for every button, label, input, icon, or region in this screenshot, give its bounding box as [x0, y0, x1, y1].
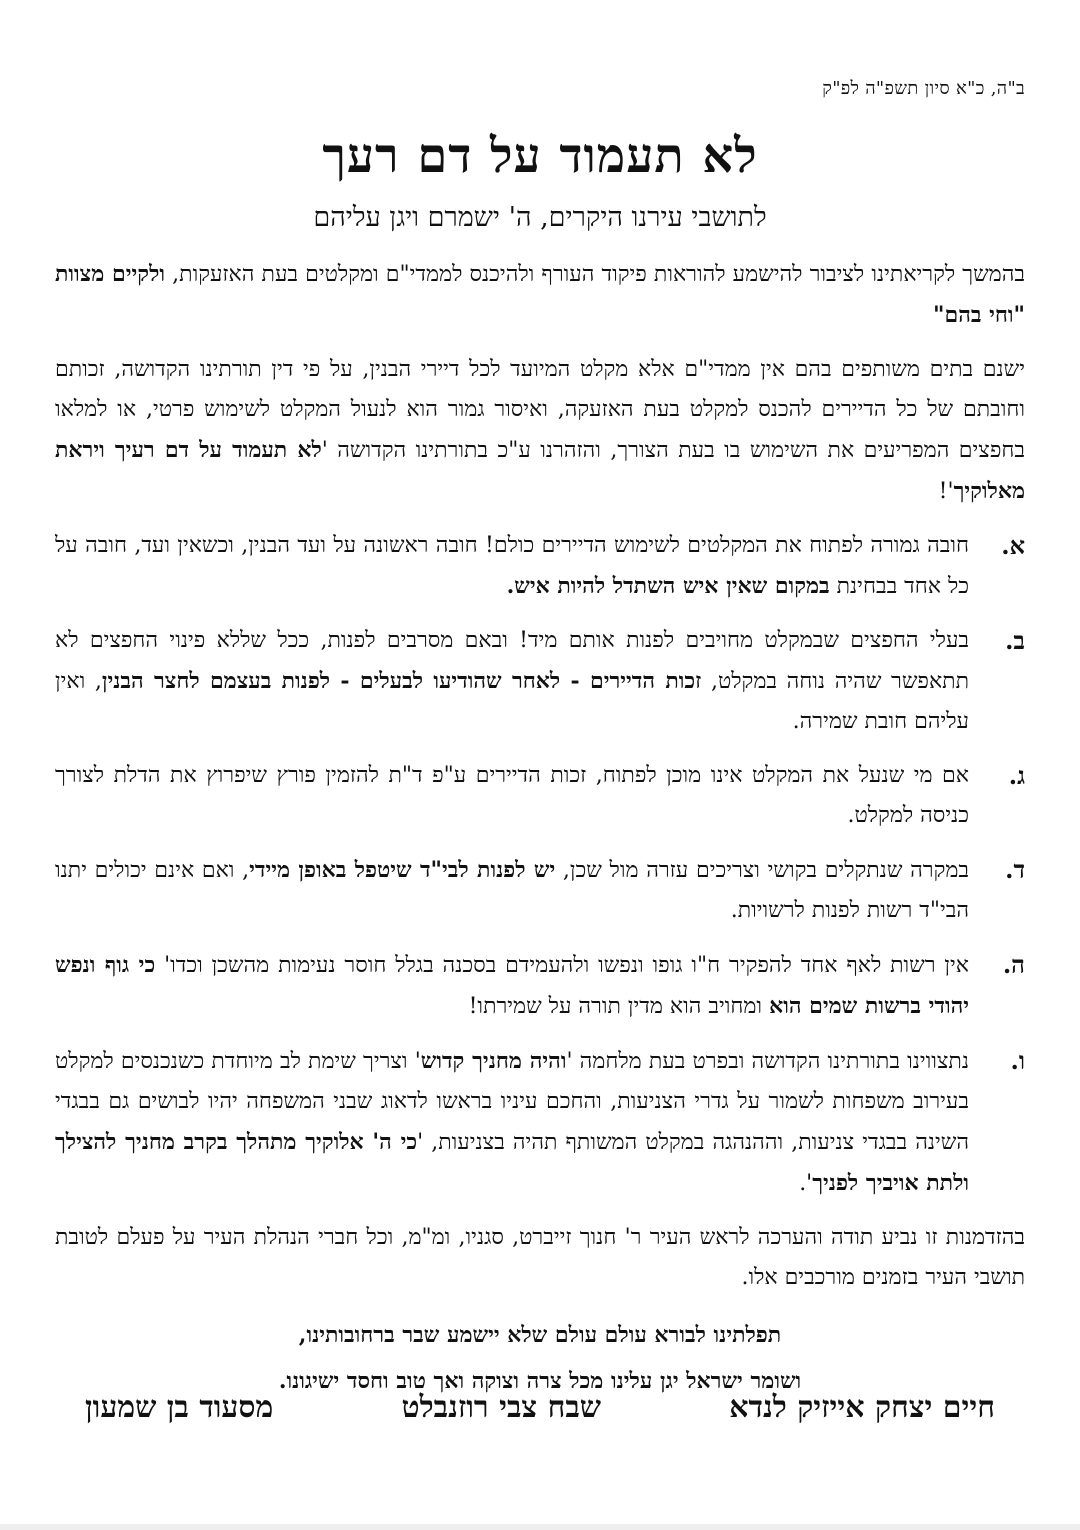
- item-text: אין רשות לאף אחד להפקיר ח"ו גופו ונפשו ולהעמידם בסכנה בגלל חוסר נעימות מהשכן וכדו': [155, 953, 969, 978]
- list-text: [55, 1041, 969, 1204]
- list-text: [55, 621, 969, 742]
- list-item: [55, 945, 1025, 1027]
- signature-name: חיים יצחק אייזיק לנדא: [729, 1390, 995, 1425]
- item-text: במקרה שנתקלים בקושי וצריכים עזרה מול שכן,: [555, 858, 969, 883]
- item-bold: כי גוף ונפש יהודי ברשות שמים הוא: [55, 952, 969, 1019]
- list-item: [55, 850, 1025, 931]
- date-line: ב"ה, כ"א סיון תשפ"ה לפ"ק: [822, 78, 1025, 99]
- list-item: [55, 1041, 1025, 1204]
- item-end: ומחויב הוא מדין תורה על שמירתו!: [468, 994, 770, 1019]
- thanks-paragraph: בהזדמנות זו נביע תודה והערכה לראש העיר ר' חנוך זייברט, סגניו, ומ"מ, וכל חברי הנהלת העיר על פעלם לטובת תושבי העיר בזמנים מורכבים אלו.: [55, 1225, 1025, 1290]
- item-bold: והיה מחניך קדוש: [420, 1048, 567, 1074]
- body-text: [55, 254, 1025, 1404]
- item-end-2: '.: [799, 1171, 813, 1196]
- signature-name: שבח צבי רוזנבלט: [401, 1390, 602, 1425]
- list-text: [55, 945, 969, 1027]
- item-bold: במקום שאין איש השתדל להיות איש.: [506, 573, 830, 599]
- list-marker: ב.: [1005, 626, 1025, 655]
- closing-line: תפלתינו לבורא עולם עולם שלא יישמע שבר ברחובותינו,: [298, 1322, 782, 1348]
- item-text: נתצווינו בתורתינו הקדושה ובפרט בעת מלחמה ': [566, 1049, 969, 1074]
- list-item: [55, 526, 1025, 607]
- item-text: חובה גמורה לפתוח את המקלטים לשימוש הדיירים כולם! חובה ראשונה על ועד הבנין, וכשאין ועד, חובה על כל אחד בבחינת: [55, 533, 969, 599]
- footer-strip: [0, 1524, 1080, 1530]
- list-marker: ג.: [1008, 761, 1025, 790]
- list-marker: ה.: [1002, 950, 1025, 979]
- item-bold: יש לפנות לבי"ד שיטפל באופן מיידי: [249, 857, 556, 883]
- signatures: [85, 1390, 995, 1425]
- item-end: , ואין עליהם חובת שמירה.: [55, 669, 969, 734]
- list-marker: א.: [1001, 531, 1025, 560]
- item-end: ' וצריך שימת לב מיוחדת כשנכנסים למקלט בעירוב משפחות לשמור על גדרי הצניעות, והחכם עיניו בראשו לדאוג שבני המשפחה יהיו לבושים גם בבגדי השינה בבגדי צניעות, וההנהגה במקלט המשותף תהיה בצניעות, ': [55, 1049, 969, 1155]
- intro-text: בהמשך לקריאתינו לציבור להישמע להוראות פיקוד העורף ולהיכנס לממדי"ם ומקלטים בעת האזעקות,: [165, 262, 1025, 287]
- item-bold: זכות הדיירים - לאחר שהודיעו לבעלים - לפנות בעצמם לחצר הבנין: [101, 668, 702, 694]
- list-item: [55, 756, 1025, 836]
- list-item: [55, 621, 1025, 742]
- item-text: בעלי החפצים שבמקלט מחויבים לפנות אותם מיד! ובאם מסרבים לפנות, ככל שללא פינוי החפצים לא תתאפשר שהיה נוחה במקלט,: [55, 628, 969, 694]
- page-title: לא תעמוד על דם רעך: [322, 128, 758, 184]
- item-end: , ואם אינם יכולים יתנו הבי"ד רשות לפנות לרשויות.: [55, 858, 969, 923]
- intro-paragraph: [55, 254, 1025, 336]
- list-marker: ו.: [1010, 1046, 1025, 1075]
- item-text: אם מי שנעל את המקלט אינו מוכן לפתוח, זכות הדיירים ע"פ ד"ת להזמין פורץ שיפרוץ את הדלת לצורך כניסה למקלט.: [55, 763, 969, 828]
- item-bold-2: כי ה' אלוקיך מתהלך בקרב מחניך להצילך ולתת אויביך לפניך: [55, 1129, 969, 1196]
- page-subtitle: לתושבי עירנו היקרים, ה' ישמרם ויגן עליהם: [313, 202, 767, 233]
- shelter-bold: לא תעמוד על דם רעיך ויראת מאלוקיך: [55, 437, 1025, 504]
- shelter-text: ישנם בתים משותפים בהם אין ממדי"ם אלא מקלט המיועד לכל דיירי הבנין, על פי דין תורתינו הקדושה, זכותם וחובתם של כל הדיירים להכנס למקלט בעת האזעקה, ואיסור גמור הוא לנעול המקלט לשימוש פרטי, או למלאו בחפצים המפריעים את השימוש בו בעת הצורך, והזהרנו ע"כ בתורתינו הקדושה ': [55, 357, 1025, 463]
- list-text: [55, 526, 969, 607]
- list-text: [55, 756, 969, 836]
- intro-bold: ולקיים מצוות "וחי בהם": [55, 261, 1025, 328]
- shelter-paragraph: [55, 350, 1025, 512]
- closing-line: ושומר ישראל יגן עלינו מכל צרה וצוקה ואך טוב וחסד ישיגונו.: [278, 1368, 802, 1394]
- list-marker: ד.: [1005, 855, 1025, 884]
- list-text: [55, 850, 969, 931]
- shelter-end: '!: [938, 479, 954, 504]
- signature-name: מסעוד בן שמעון: [85, 1390, 274, 1425]
